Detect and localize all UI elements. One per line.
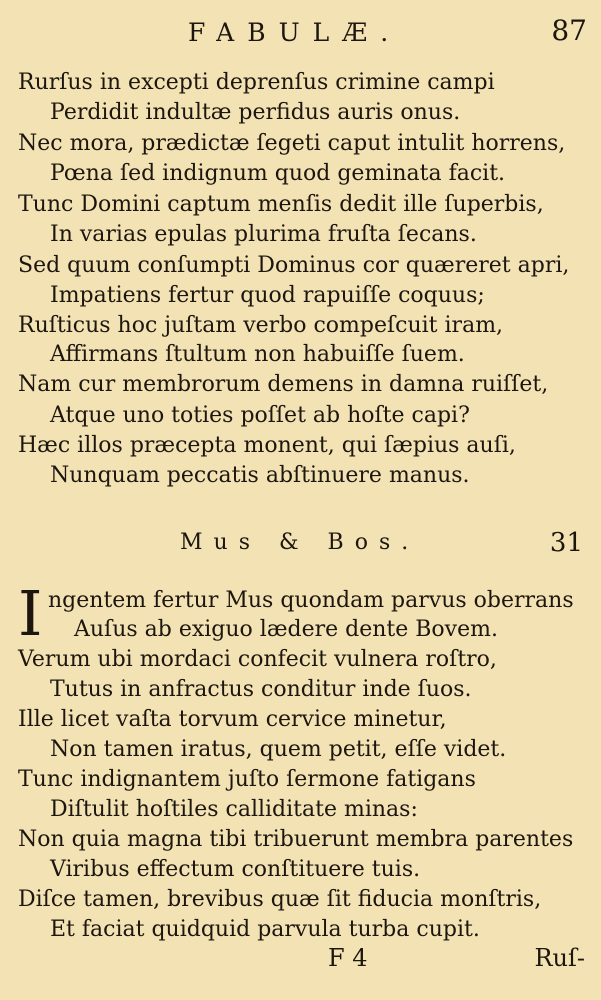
- verse-line: Impatiens fertur quod rapuiſſe coquus;: [50, 283, 485, 308]
- verse-line: ngentem fertur Mus quondam parvus oberrans: [48, 588, 574, 613]
- verse-line: Et faciat quidquid parvula turba cupit.: [50, 917, 480, 942]
- drop-cap: I: [18, 577, 43, 650]
- verse-line: Nec mora, prædictæ ſegeti caput intulit horrens,: [18, 131, 566, 156]
- verse-line: Ruſticus hoc juſtam verbo compeſcuit iram,: [18, 313, 504, 338]
- verse-line: Atque uno toties poſſet ab hoſte capi?: [50, 403, 470, 428]
- verse-line: Hæc illos præcepta monent, qui ſæpius auſi,: [18, 433, 516, 458]
- verse-line: Diſtulit hoſtiles calliditate minas:: [50, 797, 418, 822]
- verse-line: Nam cur membrorum demens in damna ruiſſet,: [18, 372, 549, 397]
- verse-line: Non tamen iratus, quem petit, eſſe videt.: [50, 737, 507, 762]
- verse-line: Affirmans ſtultum non habuiſſe ſuem.: [50, 342, 465, 367]
- running-title: FABULÆ.: [188, 18, 402, 47]
- verse-line: Viribus effectum conſtituere tuis.: [50, 857, 421, 882]
- verse-line: In varias epulas plurima fruſta ſecans.: [50, 222, 477, 247]
- verse-line: Perdidit indultæ perfidus auris onus.: [50, 100, 461, 125]
- verse-line: Sed quum conſumpti Dominus cor quæreret apri,: [18, 253, 570, 278]
- verse-line: Tunc indignantem juſto ſermone fatigans: [18, 767, 476, 792]
- fable-number: 31: [549, 528, 583, 558]
- page-footer: [0, 940, 601, 980]
- catchword: Ruſ-: [534, 944, 585, 972]
- verse-line: Tutus in anfractus conditur inde ſuos.: [50, 677, 472, 702]
- verse-line: Nunquam peccatis abſtinuere manus.: [50, 463, 470, 488]
- verse-line: Diſce tamen, brevibus quæ ſit fiducia monſtris,: [18, 887, 542, 912]
- verse-line: Auſus ab exiguo lædere dente Bovem.: [74, 617, 498, 642]
- verse-line: Tunc Domini captum menſis dedit ille ſuperbis,: [18, 192, 544, 217]
- verse-line: Pœna ſed indignum quod geminata facit.: [50, 161, 506, 186]
- verse-line: Non quia magna tibi tribuerunt membra parentes: [18, 827, 574, 852]
- verse-line: Rurſus in excepti deprenſus crimine campi: [18, 70, 495, 95]
- fable-title: Mus & Bos.: [180, 530, 420, 555]
- page-number: 87: [551, 14, 587, 47]
- signature-mark: F 4: [328, 944, 368, 972]
- fable-heading: [0, 526, 601, 560]
- verse-line: Verum ubi mordaci confecit vulnera roſtro,: [18, 647, 497, 672]
- running-header: [0, 12, 601, 52]
- verse-line: Ille licet vaſta torvum cervice minetur,: [18, 707, 447, 732]
